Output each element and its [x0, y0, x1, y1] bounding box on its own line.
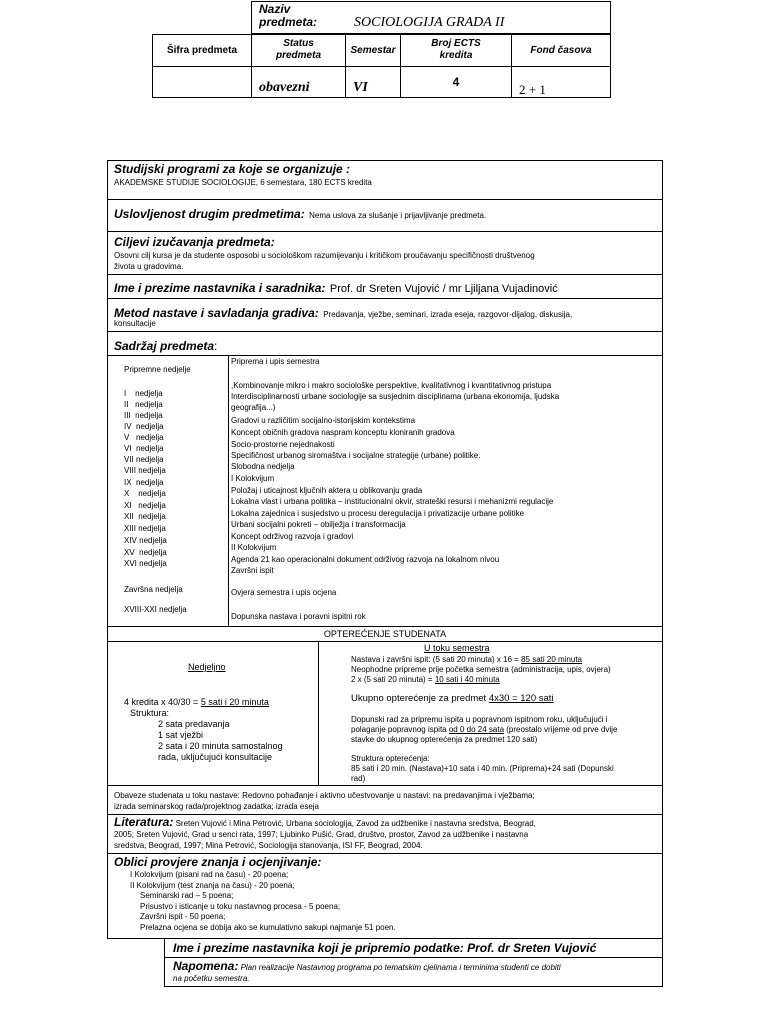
ciljevi-value-line-1: Osovni cilj kursa je da studente osposobi u sociološkom razumijevanju i kritičkom proučavanju specifičnosti društvenog [114, 251, 535, 260]
semester-dopunski-line-3: stavke do ukupnog opterećenja za predmet 120 sati) [351, 735, 538, 744]
status-label-line-2: predmeta [275, 50, 321, 61]
week-label: I nedjelja [124, 389, 163, 398]
ciljevi-value-line-2: života u gradovima. [114, 262, 184, 271]
status-value: obavezni [259, 80, 310, 95]
week-label: Završna nedjelja [124, 585, 183, 594]
week-label: VIII nedjelja [124, 466, 166, 475]
topic-item: Položaj i uticajnost ključnih aktera u oblikovanju grada [231, 486, 423, 495]
metod-value-2: konsultacije [114, 319, 156, 328]
semester-nastava-formula: Nastava i završni ispit: (5 sati 20 minuta) x 16 = [351, 655, 522, 664]
provjera-item: I Kolokvijum (pisani rad na času) - 20 poena; [130, 870, 289, 879]
provjera-section [107, 853, 663, 939]
course-title: SOCIOLOGIJA GRADA II [354, 15, 505, 30]
weekly-vjezbe: 1 sat vježbi [158, 730, 204, 740]
value-sifra-cell [152, 66, 252, 98]
napomena-section [164, 957, 663, 987]
nastavnik-section [107, 274, 663, 299]
week-label: VI nedjelja [124, 444, 164, 453]
metod-value-1: Predavanja, vježbe, seminari, izrada eseja, razgovor-dijalog, diskusija, [323, 310, 573, 319]
ects-label [400, 38, 512, 62]
weekly-konsultacije: rada, uključujući konsultacije [158, 752, 273, 762]
literatura-label: Literatura: [114, 815, 174, 829]
provjera-items [130, 870, 396, 934]
week-label: X nedjelja [124, 489, 166, 498]
week-label: III nedjelja [124, 411, 163, 420]
napomena-text [173, 961, 561, 984]
metod-section [107, 298, 663, 332]
week-label: V nedjelja [124, 433, 164, 442]
topic-item: Koncept održivog razvoja i gradovi [231, 532, 354, 541]
napomena-label: Napomena: [173, 959, 239, 973]
semester-ukupno-label: Ukupno opterećenje za predmet [351, 693, 489, 704]
weekly-predavanja: 2 sata predavanja [158, 719, 230, 729]
topic-item: Lokalna vlast i urbana politika – institucionalni okvir, strateški resursi i mehanizmi regulacije [231, 497, 554, 506]
naziv-label-line-1: Naziv [259, 2, 291, 16]
week-label: XV nedjelja [124, 548, 167, 557]
fond-value: 2 + 1 [519, 82, 546, 97]
studijski-label: Studijski programi za koje se organizuje : [114, 162, 351, 176]
topic-item: Lokalna zajednica i susjedstvo u procesu deregulacija i privatizacije urbane politike [231, 509, 525, 518]
provjera-item: Prisustvo i isticanje u toku nastavnog procesa - 5 poena; [140, 901, 341, 911]
sadrzaj-label: Sadržaj predmeta [114, 339, 215, 353]
uslov-value: Nema uslova za slušanje i prijavljivanje predmeta. [309, 211, 487, 220]
weekly-line-1 [124, 697, 283, 708]
ciljevi-value [114, 250, 535, 272]
semester-dopunski-range: od 0 do 24 sata [448, 725, 505, 734]
semester-nastava-result: 85 sati 20 minuta [521, 655, 583, 664]
fond-label: Fond časova [530, 45, 592, 56]
topic-item: Priprema i upis semestra [231, 357, 320, 366]
semester-struktura-line-1: 85 sati i 20 min. (Nastava)+10 sata i 40 min. (Priprema)+24 sati (Dopunski [351, 764, 614, 773]
provjera-label: Oblici provjere znanja i ocjenjivanje: [114, 855, 322, 869]
semester-line-1 [351, 655, 611, 665]
semestar-value: VI [353, 80, 368, 95]
topic-item: Specifičnost urbanog siromaštva i socijalne strategije (urbane) politike. [231, 451, 481, 460]
topic-item: Urbani socijalni pokreti – obilježja i transformacija [231, 520, 406, 529]
week-label: XI nedjelja [124, 501, 166, 510]
load-title: OPTEREĆENJE STUDENATA [323, 629, 447, 639]
semester-dopunski [351, 715, 617, 745]
semester-ukupno-value: 4x30 = 120 sati [488, 693, 554, 704]
napomena-line-1-text: Plan realizacije Nastavnog programa po tematskim cjelinama i terminima studenti ce dobiti [238, 963, 561, 972]
obaveze-section [107, 785, 663, 815]
weekly-credits-result: 5 sati i 20 minuta [200, 697, 269, 707]
week-label: VII nedjelja [124, 455, 164, 464]
ciljevi-label: Ciljevi izučavanja predmeta: [114, 235, 275, 249]
literatura-line-2: 2005; Sreten Vujović, Grad u senci rata, 1997; Ljubinko Pušić, Grad, društvo, prostor, Zavod za udžbenike i nastavna [114, 830, 529, 839]
semester-pripreme-formula: 2 x (5 sati 20 minuta) = [351, 675, 435, 684]
week-label: XIII nedjelja [124, 524, 166, 533]
pripremio-section [164, 938, 663, 958]
weekly-samostalni: 2 sata i 20 minuta samostalnog [158, 741, 283, 751]
metod-line [114, 304, 572, 322]
obaveze-text [114, 790, 535, 812]
topic-item: Slobodna nedjelja [231, 462, 295, 471]
weekly-title: Nedjeljno [188, 662, 226, 672]
week-label: XIV nedjelja [124, 536, 167, 545]
literatura-line-1 [114, 817, 536, 829]
weekly-struktura-label: Struktura: [130, 708, 170, 718]
uslov-label: Uslovljenost drugim predmetima: [114, 207, 305, 221]
semester-title: U toku semestra [424, 643, 490, 653]
semester-dopunski-note: (preostalo vrijeme od prve dvije [504, 725, 618, 734]
nastavnik-label: Ime i prezime nastavnika i saradnika: [114, 281, 326, 295]
obaveze-line-2: izrada seminarskog rada/projektnog zadatka; izrada eseja [114, 802, 320, 811]
schedule-divider [228, 355, 229, 627]
sifra-label: Šifra predmeta [166, 45, 238, 56]
week-label: Pripremne nedjelje [124, 365, 191, 374]
pripremio-text: Ime i prezime nastavnika koji je pripremio podatke: Prof. dr Sreten Vujović [173, 941, 597, 955]
topic-item: Završni ispit [231, 566, 274, 575]
semester-struktura [351, 754, 614, 784]
status-label [251, 38, 346, 62]
nastavnik-line [114, 279, 558, 297]
napomena-line-2: na početku semestra. [173, 974, 250, 983]
semestar-label: Semestar [350, 45, 396, 56]
ects-value: 4 [452, 75, 460, 89]
semester-ukupno [351, 693, 554, 704]
naziv-label-line-2: predmeta: [259, 15, 318, 29]
week-label: IV nedjelja [124, 422, 164, 431]
load-title-row [107, 626, 663, 642]
topic-item: I Kolokvijum [231, 474, 275, 483]
napomena-line-1 [173, 961, 561, 973]
naziv-label [259, 3, 317, 29]
topic-item: Interdisciplinarnosti urbane sociologije sa susjednim disciplinama (urbana ekonomija, ljudska [231, 392, 560, 401]
topic-item: Gradovi u različitim socijalno-istorijskim kontekstima [231, 416, 416, 425]
studijski-value: AKADEMSKE STUDIJE SOCIOLOGIJE, 6 semestara, 180 ECTS kredita [114, 178, 372, 187]
load-divider [318, 641, 319, 786]
literatura-line-1-text: Sreten Vujović i Mina Petrović, Urbana sociologija, Zavod za udžbenike i nastavna sredstva, Beograd, [173, 819, 536, 828]
topic-item: ,Kombinovanje mikro i makro sociološke perspektive, kvalitativnog i kvantitativnog pristupa [231, 381, 552, 390]
obaveze-line-1: Obaveze studenata u toku nastave: Redovno pohađanje i aktivno učestvovanje u nastavi: na predavanjima i vježbama; [114, 791, 535, 800]
semester-struktura-label: Struktura opterećenja: [351, 754, 430, 763]
topic-item: II Kolokvijum [231, 543, 277, 552]
provjera-item: Prelazna ocjena se dobija ako se kumulativno sakupi najmanje 51 poen. [140, 922, 396, 932]
ects-label-line-2: kredita [439, 50, 473, 61]
nastavnik-value: Prof. dr Sreten Vujović / mr Ljiljana Vujadinović [329, 283, 558, 295]
sadrzaj-colon: : [214, 339, 218, 353]
status-label-line-1: Status [283, 38, 314, 49]
ciljevi-section [107, 231, 663, 275]
weekly-block [124, 697, 283, 763]
provjera-item: II Kolokvijum (test znanja na času) - 20 poena; [130, 880, 295, 890]
metod-label: Metod nastave i savladanja gradiva: [114, 306, 319, 320]
topic-item: Dopunska nastava i poravni ispitni rok [231, 612, 366, 621]
provjera-item: Seminarski rad – 5 poena; [140, 891, 234, 901]
uslov-line [114, 205, 486, 223]
semester-dopunski-text: polaganje popravnog ispita [351, 725, 449, 734]
topic-item: Agenda 21 kao operacionalni dokument održivog razvoja na lokalnom nivou [231, 555, 500, 564]
topic-item: geografija...) [231, 403, 276, 412]
semester-line-3 [351, 675, 611, 685]
topic-item: Koncept običnih gradova naspram konceptu kloniranih gradova [231, 428, 455, 437]
literatura-line-3: sredstva, Beograd, 1997; Mina Petrović, Sociologija stanovanja, ISI FF, Beograd, 2004. [114, 841, 423, 850]
ects-label-line-1: Broj ECTS [431, 38, 481, 49]
week-label: XVI nedjelja [124, 559, 167, 568]
week-label: XVIII-XXI nedjelja [124, 605, 187, 614]
semester-pripreme: Neophodne pripreme prije početka semestra (administracija, upis, ovjera) [351, 665, 611, 674]
literatura-text [114, 817, 536, 851]
topic-item: Socio-prostorne nejednakosti [231, 440, 335, 449]
week-label: II nedjelja [124, 400, 163, 409]
semester-pripreme-result: 10 sati i 40 minuta [434, 675, 500, 684]
literatura-section [107, 814, 663, 854]
semester-struktura-line-2: rad) [351, 774, 366, 783]
topic-item: Ovjera semestra i upis ocjena [231, 588, 337, 597]
uslov-section [107, 199, 663, 232]
semester-dopunski-line-1: Dopunski rad za pripremu ispita u popravnom ispitnom roku, uključujući i [351, 715, 608, 724]
sadrzaj-section [107, 331, 663, 356]
provjera-item: Završni ispit - 50 poena; [140, 912, 226, 922]
studijski-section [107, 160, 663, 200]
semester-block-top [351, 655, 611, 685]
week-label: IX nedjelja [124, 478, 164, 487]
week-label: XII nedjelja [124, 512, 166, 521]
sadrzaj-line [114, 337, 217, 355]
semester-dopunski-line-2 [351, 725, 617, 735]
weekly-credits-formula: 4 kredita x 40/30 = [124, 697, 201, 707]
